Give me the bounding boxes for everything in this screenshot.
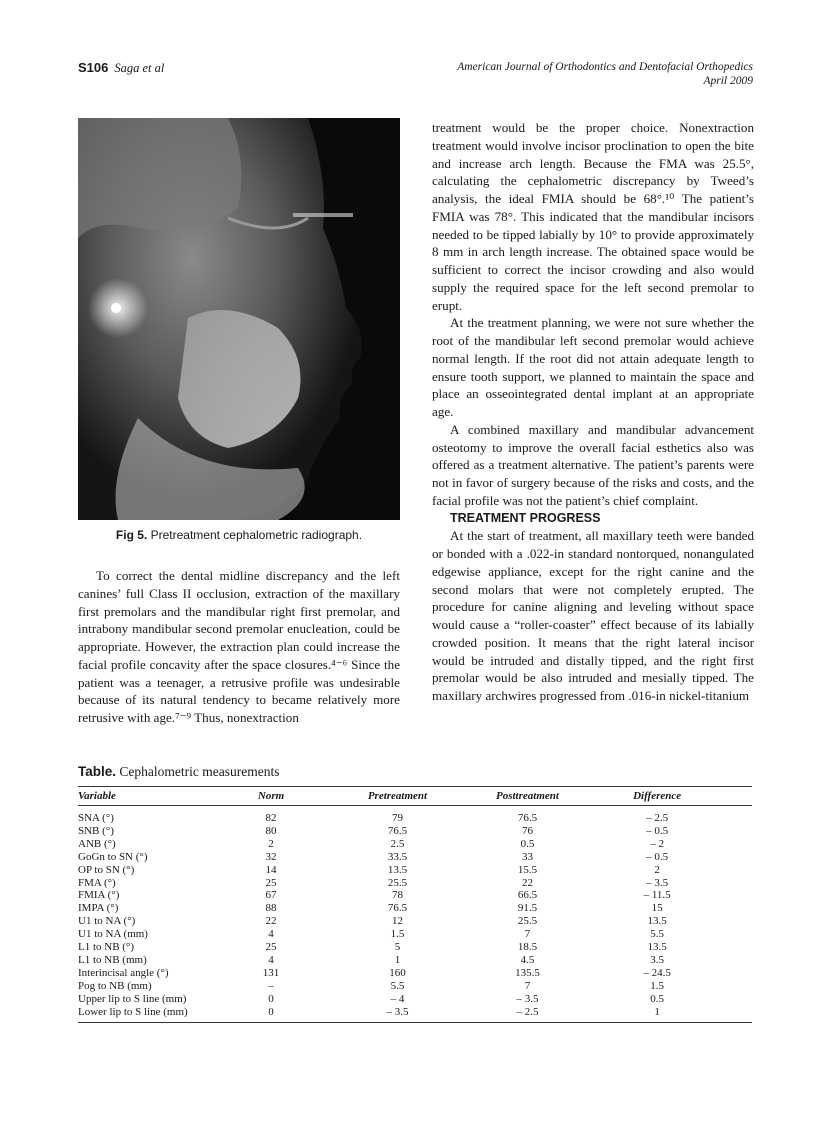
page-number: S106	[78, 60, 109, 75]
table-cell: 0.5	[650, 992, 664, 1005]
table-row	[78, 967, 752, 980]
table-cell: 135.5	[515, 966, 540, 979]
cephalometric-radiograph	[78, 118, 400, 520]
table-cell: 160	[389, 966, 406, 979]
table-row	[78, 838, 752, 851]
body-paragraph: To correct the dental midline discrepancy and the left canines’ full Class II occlusion, extraction of the maxillary first premolars and the mandibular right first premolar, and intrabony mandibular second premolar enucleation, could be appropriate. However, the extraction plan could increase the facial profile concavity after the space closures.⁴⁻⁶ Since the patient was a teenager, a retrusive profile was undesirable because of its natural tendency to became relatively more retrusive with age.⁷⁻⁹ Thus, nonextraction	[78, 568, 400, 725]
table-title: Cephalometric measurements	[119, 764, 280, 779]
left-text-column	[78, 567, 400, 727]
figure-label: Fig 5.	[115, 528, 148, 542]
table-cell: GoGn to SN (°)	[78, 850, 148, 863]
table-cell: 3.5	[650, 953, 664, 966]
table-label: Table.	[78, 764, 117, 779]
table-caption	[78, 764, 279, 780]
table-cell: 1	[394, 953, 401, 966]
table-cell: 32	[265, 850, 277, 863]
table-cell: 1.5	[650, 979, 664, 992]
table-cell: –	[268, 979, 274, 992]
issue-date: April 2009	[703, 75, 753, 87]
table-cell: 33.5	[387, 850, 408, 863]
column-header: Difference	[633, 790, 682, 802]
table-row	[78, 806, 752, 825]
column-header: Posttreatment	[496, 790, 559, 802]
table-cell: 0.5	[520, 837, 535, 850]
right-text-column	[432, 119, 754, 705]
table-cell: 2	[268, 837, 274, 850]
table-cell: 13.5	[387, 863, 408, 876]
table-row	[78, 1006, 752, 1022]
table-cell: 76.5	[387, 824, 408, 837]
table-cell: 22	[521, 876, 533, 889]
table-cell: 13.5	[647, 915, 667, 928]
table-cell: SNB (°)	[78, 824, 114, 837]
table-cell: 2	[654, 863, 660, 876]
table-cell: 14	[265, 863, 277, 876]
table-cell: 88	[265, 902, 277, 915]
table-cell: – 24.5	[643, 966, 671, 979]
table-row	[78, 864, 752, 877]
table-cell: SNA (°)	[78, 812, 114, 824]
table-cell: 131	[262, 966, 280, 979]
table-cell: 7	[524, 928, 531, 941]
table-cell: – 2.5	[516, 1005, 539, 1018]
table-cell: – 3.5	[386, 1005, 409, 1018]
table-cell: 7	[524, 979, 531, 992]
table-cell: 0	[268, 1005, 274, 1018]
table-cell: 67	[265, 889, 277, 902]
table-cell: Lower lip to S line (mm)	[78, 1005, 188, 1018]
table-cell: – 3.5	[516, 992, 539, 1005]
table-cell: U1 to NA (°)	[78, 915, 136, 928]
table-cell: 91.5	[517, 902, 538, 915]
table-cell: – 3.5	[646, 876, 669, 889]
table-cell: 33	[521, 850, 533, 863]
section-heading: TREATMENT PROGRESS	[450, 510, 601, 525]
running-header-right	[457, 60, 753, 88]
table-cell: ANB (°)	[78, 837, 116, 850]
table-cell: 5.5	[390, 979, 405, 992]
table-cell: Interincisal angle (°)	[78, 966, 169, 979]
table-cell: 76.5	[517, 812, 538, 824]
table-cell: 5	[394, 941, 401, 954]
table-cell: FMIA (°)	[78, 889, 120, 902]
table-row	[78, 954, 752, 967]
table-cell: OP to SN (°)	[78, 863, 135, 876]
body-paragraph: At the start of treatment, all maxillary teeth were banded or bonded with a .022-in standard nontorqued, nonangulated edgewise appliance, except for the right canine and the second molars that were not completely erupted. The procedure for canine aligning and leveling without space would cause a “roller-coaster” effect because of its labially crowded position. It means that the right lateral incisor would be intruded and distally tipped, and the right first premolar would be also intruded and mesially tipped. The maxillary archwires progressed from .016-in nickel-titanium	[432, 528, 754, 703]
table-cell: – 2.5	[646, 812, 669, 824]
table-cell: 12	[391, 915, 403, 928]
table-cell: 4	[268, 928, 274, 941]
journal-name: American Journal of Orthodontics and Dentofacial Orthopedics	[457, 61, 753, 73]
table-cell: 1.5	[390, 928, 405, 941]
figure-caption	[78, 528, 400, 542]
table-cell: L1 to NB (°)	[78, 941, 135, 954]
table-cell: 15.5	[517, 863, 538, 876]
table-cell: 76.5	[387, 902, 408, 915]
table-cell: U1 to NA (mm)	[78, 928, 148, 941]
running-header-left	[78, 60, 164, 76]
table-cell: – 0.5	[646, 850, 669, 863]
table-cell: 22	[265, 915, 277, 928]
table-cell: 80	[265, 824, 277, 837]
table-cell: 5.5	[650, 928, 664, 941]
table-cell: 4.5	[520, 953, 535, 966]
table-row	[78, 928, 752, 941]
table-row	[78, 877, 752, 890]
table-cell: FMA (°)	[78, 876, 116, 889]
table-cell: 79	[391, 812, 403, 824]
table-cell: 25.5	[387, 876, 408, 889]
table-cell: IMPA (°)	[78, 902, 119, 915]
table-cell: 66.5	[517, 889, 538, 902]
body-paragraph: A combined maxillary and mandibular advancement osteotomy to improve the overall facial esthetics also was offered as a treatment alternative. The patient’s parents were not in favor of surgery because of the risks and costs, and the facial profile was not the patient’s chief complaint.	[432, 421, 754, 508]
column-header: Pretreatment	[367, 790, 428, 802]
table-cell: 15	[651, 902, 663, 915]
table-cell: L1 to NB (mm)	[78, 953, 147, 966]
table-row	[78, 941, 752, 954]
table-row	[78, 825, 752, 838]
table-cell: 25	[265, 876, 277, 889]
body-paragraph: At the treatment planning, we were not sure whether the root of the mandibular left second premolar would achieve normal length. If the root did not attain adequate length to ensure tooth support, we planned to maintain the space and place an osseointegrated dental implant at an appropriate age.	[432, 315, 754, 419]
table-cell: 25	[265, 941, 277, 954]
table-cell: – 11.5	[643, 889, 671, 902]
table-header-row	[78, 787, 752, 806]
table-cell: 82	[265, 812, 277, 824]
figure-caption-text: Pretreatment cephalometric radiograph.	[150, 528, 363, 542]
table-row	[78, 851, 752, 864]
radiograph-image	[78, 118, 400, 520]
table-cell: 1	[654, 1005, 660, 1018]
table-cell: Upper lip to S line (mm)	[78, 992, 187, 1005]
table-cell: 25.5	[517, 915, 538, 928]
column-header: Variable	[78, 790, 116, 802]
table-cell: 2.5	[390, 837, 405, 850]
table-cell: 4	[268, 953, 274, 966]
table-cell: – 4	[390, 992, 405, 1005]
table-cell: 18.5	[517, 941, 538, 954]
table-cell: – 2	[650, 837, 664, 850]
body-paragraph: treatment would be the proper choice. Nonextraction treatment would involve incisor proclination to open the bite and increase arch length. Because the FMA was 25.5°, calculating the cephalometric discrepancy by Tweed’s analysis, the ideal FMIA should be 68°.¹⁰ The patient’s FMIA was 78°. This indicated that the mandibular incisors needed to be tipped labially by 10° to provide approximately 8 mm in arch length increase. The obtained space would be sufficient to correct the incisor crowding and also would supply the required space for the left second premolar to erupt.	[432, 120, 754, 313]
table-row	[78, 993, 752, 1006]
authors: Saga et al	[114, 61, 165, 75]
table-cell: Pog to NB (mm)	[78, 979, 152, 992]
table-cell: 78	[391, 889, 403, 902]
table-cell: 0	[268, 992, 274, 1005]
column-header: Norm	[257, 790, 285, 802]
table-row	[78, 915, 752, 928]
cephalometric-table	[78, 786, 752, 1023]
table-cell: 13.5	[647, 941, 667, 954]
table-cell: 76	[521, 824, 533, 837]
table-cell: – 0.5	[646, 824, 669, 837]
table-row	[78, 889, 752, 902]
table-row	[78, 980, 752, 993]
table-row	[78, 902, 752, 915]
